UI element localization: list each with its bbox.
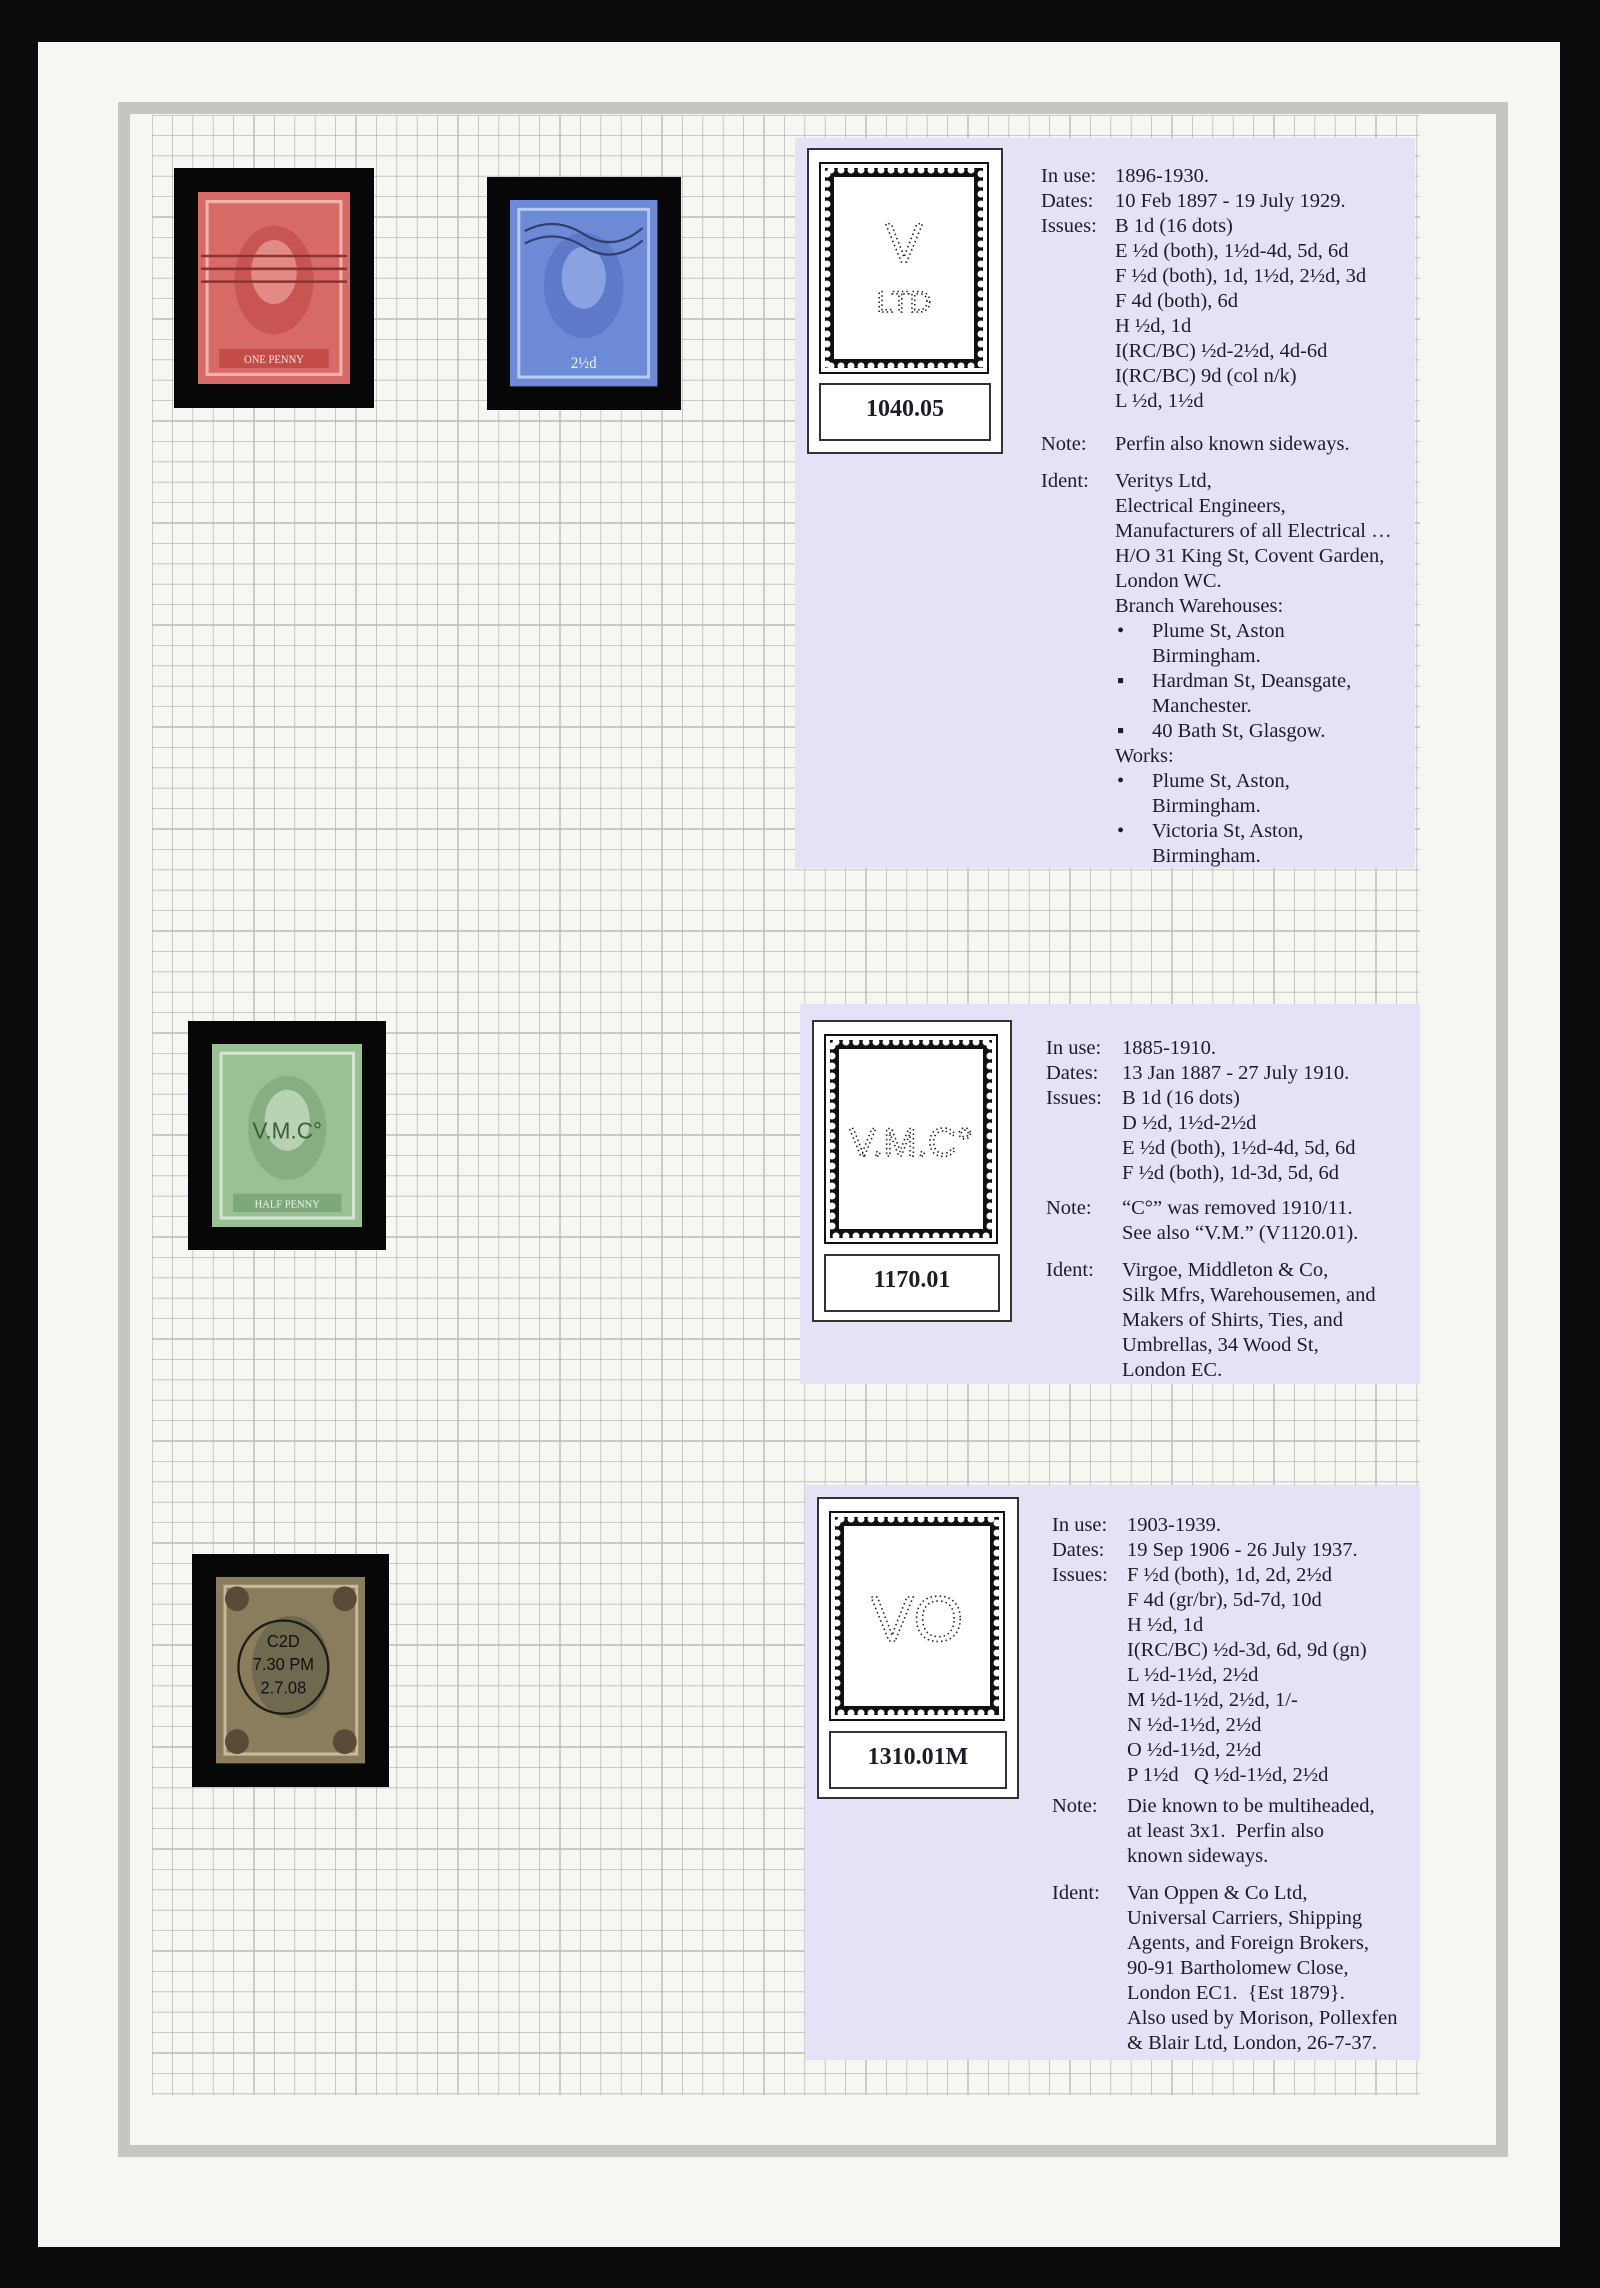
ident-line: Manufacturers of all Electrical … bbox=[1115, 520, 1392, 542]
ident-line: London WC. bbox=[1115, 570, 1222, 592]
ident-line: Van Oppen & Co Ltd, bbox=[1127, 1882, 1308, 1904]
ident-line: London EC1. {Est 1879}. bbox=[1127, 1982, 1345, 2004]
stamp-mount-2[interactable] bbox=[487, 177, 681, 410]
stamp-inscription: ONE PENNY bbox=[244, 353, 304, 367]
issue-line: F 4d (gr/br), 5d-7d, 10d bbox=[1127, 1589, 1322, 1611]
svg-text:7.30 PM: 7.30 PM bbox=[252, 1655, 314, 1675]
bullet-line: Plume St, Aston bbox=[1152, 620, 1285, 642]
ident-line: Makers of Shirts, Ties, and bbox=[1122, 1309, 1343, 1331]
svg-text:V.M.C°: V.M.C° bbox=[252, 1117, 322, 1144]
issue-line: B 1d (16 dots) bbox=[1115, 215, 1233, 237]
bullet-line: Victoria St, Aston, bbox=[1152, 820, 1304, 842]
issue-line: P 1½d Q ½d-1½d, 2½d bbox=[1127, 1764, 1329, 1786]
perfin-card-1310-01m bbox=[805, 1485, 1420, 2060]
label-note: Note: bbox=[1046, 1197, 1092, 1219]
ident-line: 90-91 Bartholomew Close, bbox=[1127, 1957, 1349, 1979]
dates-value: 13 Jan 1887 - 27 July 1910. bbox=[1122, 1062, 1350, 1084]
label-dates: Dates: bbox=[1041, 190, 1094, 212]
bullet-marker: ▪ bbox=[1117, 670, 1125, 692]
bullet-line: Birmingham. bbox=[1152, 845, 1261, 867]
perfin-pattern bbox=[819, 162, 989, 374]
in-use-value: 1896-1930. bbox=[1115, 165, 1209, 187]
label-ident: Ident: bbox=[1046, 1259, 1094, 1281]
perfin-letters: VO bbox=[870, 1583, 964, 1655]
issue-line: E ½d (both), 1½d-4d, 5d, 6d bbox=[1115, 240, 1349, 262]
perfin-diagram-box bbox=[812, 1020, 1012, 1322]
catalogue-number: 1040.05 bbox=[866, 396, 944, 422]
catalogue-number: 1170.01 bbox=[873, 1267, 951, 1293]
issue-line: H ½d, 1d bbox=[1127, 1614, 1204, 1636]
issue-line: F 4d (both), 6d bbox=[1115, 290, 1238, 312]
issue-line: M ½d-1½d, 2½d, 1/- bbox=[1127, 1689, 1298, 1711]
catalogue-number: 1310.01M bbox=[867, 1744, 969, 1770]
ident-line: & Blair Ltd, London, 26-7-37. bbox=[1127, 2032, 1377, 2054]
in-use-value: 1903-1939. bbox=[1127, 1514, 1221, 1536]
note-line: See also “V.M.” (V1120.01). bbox=[1122, 1222, 1359, 1244]
ident-line: Silk Mfrs, Warehousemen, and bbox=[1122, 1284, 1376, 1306]
label-in-use: In use: bbox=[1052, 1514, 1108, 1536]
note-line: “C°” was removed 1910/11. bbox=[1122, 1197, 1353, 1219]
issue-line: H ½d, 1d bbox=[1115, 315, 1192, 337]
bullet-marker: • bbox=[1117, 620, 1125, 642]
ident-line: Branch Warehouses: bbox=[1115, 595, 1284, 617]
ident-line: Umbrellas, 34 Wood St, bbox=[1122, 1334, 1319, 1356]
ident-line: Electrical Engineers, bbox=[1115, 495, 1286, 517]
bullet-marker: • bbox=[1117, 770, 1125, 792]
ident-line: Also used by Morison, Pollexfen bbox=[1127, 2007, 1398, 2029]
works-label: Works: bbox=[1115, 745, 1174, 767]
dates-value: 19 Sep 1906 - 26 July 1937. bbox=[1127, 1539, 1358, 1561]
stamp-one-penny-red bbox=[198, 192, 350, 384]
dates-value: 10 Feb 1897 - 19 July 1929. bbox=[1115, 190, 1346, 212]
stamp-halfpenny-green bbox=[212, 1044, 362, 1227]
label-issues: Issues: bbox=[1041, 215, 1097, 237]
issue-line: F ½d (both), 1d-3d, 5d, 6d bbox=[1122, 1162, 1339, 1184]
ident-line: Agents, and Foreign Brokers, bbox=[1127, 1932, 1369, 1954]
issue-line: F ½d (both), 1d, 1½d, 2½d, 3d bbox=[1115, 265, 1367, 287]
bullet-line: Birmingham. bbox=[1152, 795, 1261, 817]
issue-line: O ½d-1½d, 2½d bbox=[1127, 1739, 1262, 1761]
bullet-line: Hardman St, Deansgate, bbox=[1152, 670, 1352, 692]
issue-line: I(RC/BC) 9d (col n/k) bbox=[1115, 365, 1297, 387]
perfin-diagram-box bbox=[807, 148, 1003, 454]
bullet-marker: ▪ bbox=[1117, 720, 1125, 742]
label-note: Note: bbox=[1041, 433, 1087, 455]
issue-line: F ½d (both), 1d, 2d, 2½d bbox=[1127, 1564, 1332, 1586]
stamp-inscription: HALF PENNY bbox=[254, 1199, 320, 1211]
issue-line: D ½d, 1½d-2½d bbox=[1122, 1112, 1257, 1134]
perfin-letters: LTD bbox=[876, 286, 932, 319]
in-use-value: 1885-1910. bbox=[1122, 1037, 1216, 1059]
note-line: Die known to be multiheaded, bbox=[1127, 1795, 1375, 1817]
note-line: at least 3x1. Perfin also bbox=[1127, 1820, 1324, 1842]
stamp-inscription: 2½d bbox=[571, 355, 597, 373]
label-in-use: In use: bbox=[1046, 1037, 1102, 1059]
issue-line: B 1d (16 dots) bbox=[1122, 1087, 1240, 1109]
perfin-pattern bbox=[829, 1511, 1005, 1721]
perfin-diagram-box bbox=[817, 1497, 1019, 1799]
perfin-card-1170-01 bbox=[800, 1004, 1420, 1384]
label-dates: Dates: bbox=[1046, 1062, 1099, 1084]
label-issues: Issues: bbox=[1052, 1564, 1108, 1586]
ident-line: Veritys Ltd, bbox=[1115, 470, 1212, 492]
perfin-letters: V bbox=[885, 211, 923, 274]
perfin-card-1040-05 bbox=[795, 138, 1415, 868]
ident-line: Universal Carriers, Shipping bbox=[1127, 1907, 1363, 1929]
stamp-twopence-halfpenny-blue bbox=[510, 200, 657, 386]
label-note: Note: bbox=[1052, 1795, 1098, 1817]
label-ident: Ident: bbox=[1041, 470, 1089, 492]
bullet-line: Birmingham. bbox=[1152, 645, 1261, 667]
stamp-mount-4[interactable] bbox=[192, 1554, 389, 1787]
issue-line: E ½d (both), 1½d-4d, 5d, 6d bbox=[1122, 1137, 1356, 1159]
ident-line: Virgoe, Middleton & Co, bbox=[1122, 1259, 1329, 1281]
label-in-use: In use: bbox=[1041, 165, 1097, 187]
label-ident: Ident: bbox=[1052, 1882, 1100, 1904]
bullet-line: Manchester. bbox=[1152, 695, 1252, 717]
bullet-line: 40 Bath St, Glasgow. bbox=[1152, 720, 1326, 742]
issue-line: L ½d-1½d, 2½d bbox=[1127, 1664, 1259, 1686]
bullet-marker: • bbox=[1117, 820, 1125, 842]
issue-line: L ½d, 1½d bbox=[1115, 390, 1204, 412]
svg-text:2.7.08: 2.7.08 bbox=[260, 1678, 306, 1698]
perfin-pattern bbox=[824, 1034, 998, 1244]
stamp-mount-3[interactable] bbox=[188, 1021, 386, 1250]
note-line: Perfin also known sideways. bbox=[1115, 433, 1350, 455]
stamp-mount-1[interactable] bbox=[174, 168, 374, 408]
label-dates: Dates: bbox=[1052, 1539, 1105, 1561]
stamp-fourpence-brown-green bbox=[216, 1577, 366, 1763]
ident-line: H/O 31 King St, Covent Garden, bbox=[1115, 545, 1385, 567]
note-line: known sideways. bbox=[1127, 1845, 1269, 1867]
issue-line: I(RC/BC) ½d-3d, 6d, 9d (gn) bbox=[1127, 1639, 1367, 1661]
bullet-line: Plume St, Aston, bbox=[1152, 770, 1290, 792]
issue-line: I(RC/BC) ½d-2½d, 4d-6d bbox=[1115, 340, 1328, 362]
perfin-letters: V.M.C° bbox=[849, 1121, 973, 1165]
svg-text:C2D: C2D bbox=[266, 1631, 300, 1652]
ident-line: London EC. bbox=[1122, 1359, 1223, 1381]
issue-line: N ½d-1½d, 2½d bbox=[1127, 1714, 1262, 1736]
label-issues: Issues: bbox=[1046, 1087, 1102, 1109]
